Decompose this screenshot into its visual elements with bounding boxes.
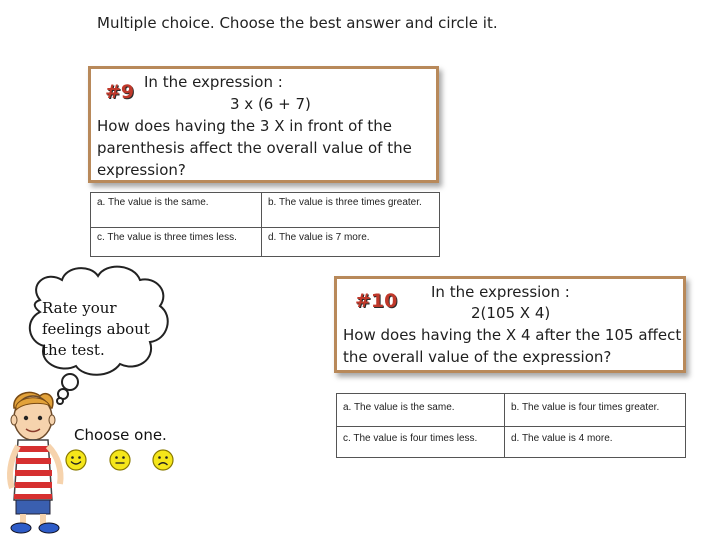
kid-icon — [10, 392, 61, 533]
happy-face-icon[interactable] — [64, 448, 88, 472]
q9-answer-c[interactable]: c. The value is three times less. — [91, 228, 262, 257]
question-9-line3: How does having the 3 X in front of the — [97, 117, 393, 135]
q9-answer-d[interactable]: d. The value is 7 more. — [262, 228, 440, 257]
instructions: Multiple choice. Choose the best answer and circle it. — [97, 14, 498, 32]
choose-one-label: Choose one. — [74, 426, 167, 444]
question-10-expression: 2(105 X 4) — [471, 304, 551, 322]
bubble-line-1: Rate your — [42, 299, 117, 317]
question-9-number: #9 — [105, 81, 135, 103]
sad-face-icon[interactable] — [151, 448, 175, 472]
neutral-face-icon[interactable] — [108, 448, 132, 472]
bubble-text — [42, 298, 150, 361]
question-9-line1: In the expression : — [144, 73, 283, 91]
q10-answer-b[interactable]: b. The value is four times greater. — [505, 394, 686, 427]
bubble-line-3: the test. — [42, 341, 105, 359]
q9-answer-a[interactable]: a. The value is the same. — [91, 193, 262, 228]
question-10-number: #10 — [355, 290, 398, 312]
bubble-line-2: feelings about — [42, 320, 150, 338]
question-10-line3: How does having the X 4 after the 105 affect — [343, 326, 682, 344]
question-9-line5: expression? — [97, 161, 186, 179]
q10-answer-c[interactable]: c. The value is four times less. — [337, 427, 505, 458]
question-10-line4: the overall value of the expression? — [343, 348, 612, 366]
question-9-line4: parenthesis affect the overall value of the — [97, 139, 412, 157]
q10-answer-d[interactable]: d. The value is 4 more. — [505, 427, 686, 458]
question-10-line1: In the expression : — [431, 283, 570, 301]
q10-answer-a[interactable]: a. The value is the same. — [337, 394, 505, 427]
q9-answer-b[interactable]: b. The value is three times greater. — [262, 193, 440, 228]
question-9-expression: 3 x (6 + 7) — [230, 95, 311, 113]
